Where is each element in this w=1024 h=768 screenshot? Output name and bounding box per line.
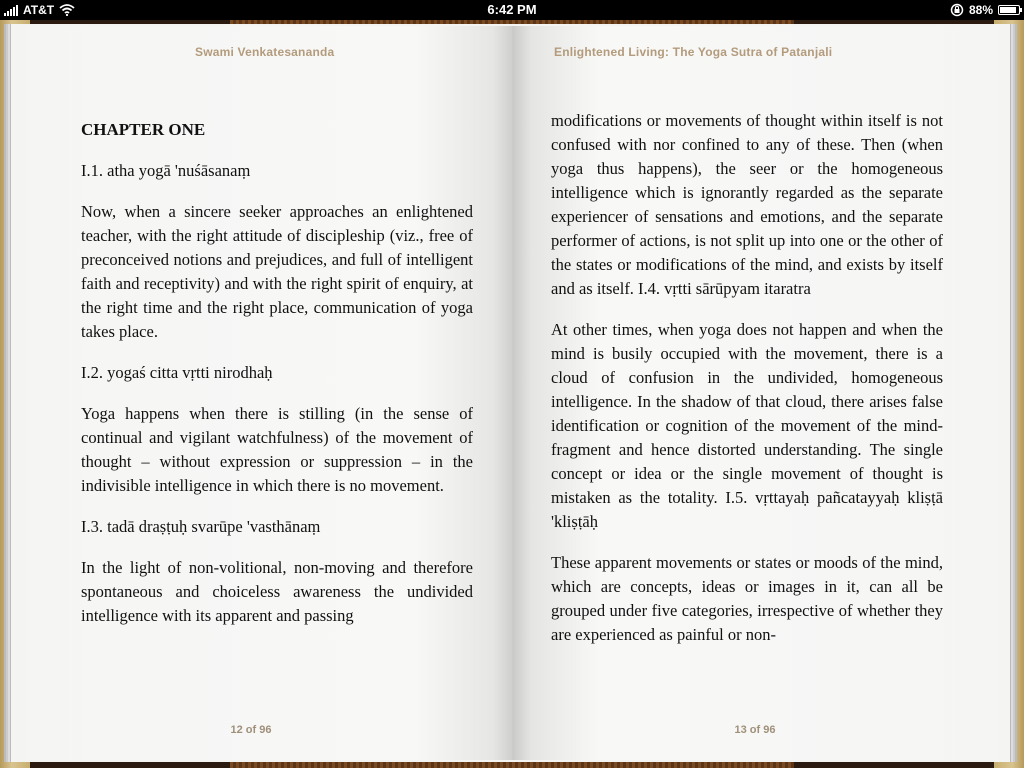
right-page-text: [551, 109, 943, 664]
battery-icon: [998, 5, 1020, 15]
paragraph: Now, when a sincere seeker approaches an enlightened teacher, with the right attitude of discipleship (viz., free of preconceived notions and prejudices, and full of intelligent faith and receptivity) and with the right spirit of enquiry, at the right time and the right place, communication of yoga takes place.: [81, 202, 473, 341]
sutra-line: I.2. yogaś citta vṛtti nirodhaḥ: [81, 363, 273, 382]
sutra-line: I.3. tadā draṣṭuḥ svarūpe 'vasthānaṃ: [81, 517, 321, 536]
clock: 6:42 PM: [487, 2, 537, 17]
running-head-title: Enlightened Living: The Yoga Sutra of Patanjali: [554, 45, 833, 59]
paragraph: Yoga happens when there is stilling (in the sense of continual and vigilant watchfulness) of the movement of thought – without expression or suppression – in the indivisible intelligence in which there is no movement.: [81, 404, 473, 495]
battery-percent: 88%: [968, 3, 993, 17]
left-page-text: [81, 118, 473, 645]
running-head-author: Swami Venkatesananda: [195, 45, 335, 59]
status-bar: [0, 0, 1024, 20]
rotation-lock-icon: [950, 3, 964, 17]
page-number-left: 12 of 96: [230, 724, 272, 736]
paragraph: At other times, when yoga does not happen and when the mind is busily occupied with the movement, there is a cloud of confusion in the undivided, homogeneous intelligence. In the shadow of that cloud, there arises false identification or cognition of the movement of the mind-fragment and hence distorted understanding. The single concept or idea or the single movement of thought is mistaken as the totality. I.5. vṛttayaḥ pañcatayyaḥ kliṣṭā 'kliṣṭāḥ: [551, 320, 943, 531]
carrier-label: AT&T: [23, 3, 55, 17]
left-page[interactable]: [26, 26, 512, 760]
sutra-line: I.1. atha yogā 'nuśāsanaṃ: [81, 161, 251, 180]
page-number-right: 13 of 96: [734, 724, 776, 736]
paragraph: modifications or movements of thought within itself is not confused with nor confined to any of these. Then (when yoga thus happens), the seer or the homogeneous intelligence which is ignorantly regarded as the separate experiencer of sensations and emotions, and the separate performer of actions, is not split up into one or the other of the states or modifications of the mind, and exists by itself and as itself. I.4. vṛtti sārūpyam itaratra: [551, 111, 943, 298]
right-page[interactable]: [512, 26, 998, 760]
chapter-title: CHAPTER ONE: [81, 120, 206, 139]
paragraph: In the light of non-volitional, non-moving and therefore spontaneous and choiceless awareness the undivided intelligence with its apparent and passing: [81, 558, 473, 625]
paragraph: These apparent movements or states or moods of the mind, which are concepts, ideas or images in it, can all be grouped under five categories, irrespective of whether they are experienced as painful or non-: [551, 553, 943, 644]
